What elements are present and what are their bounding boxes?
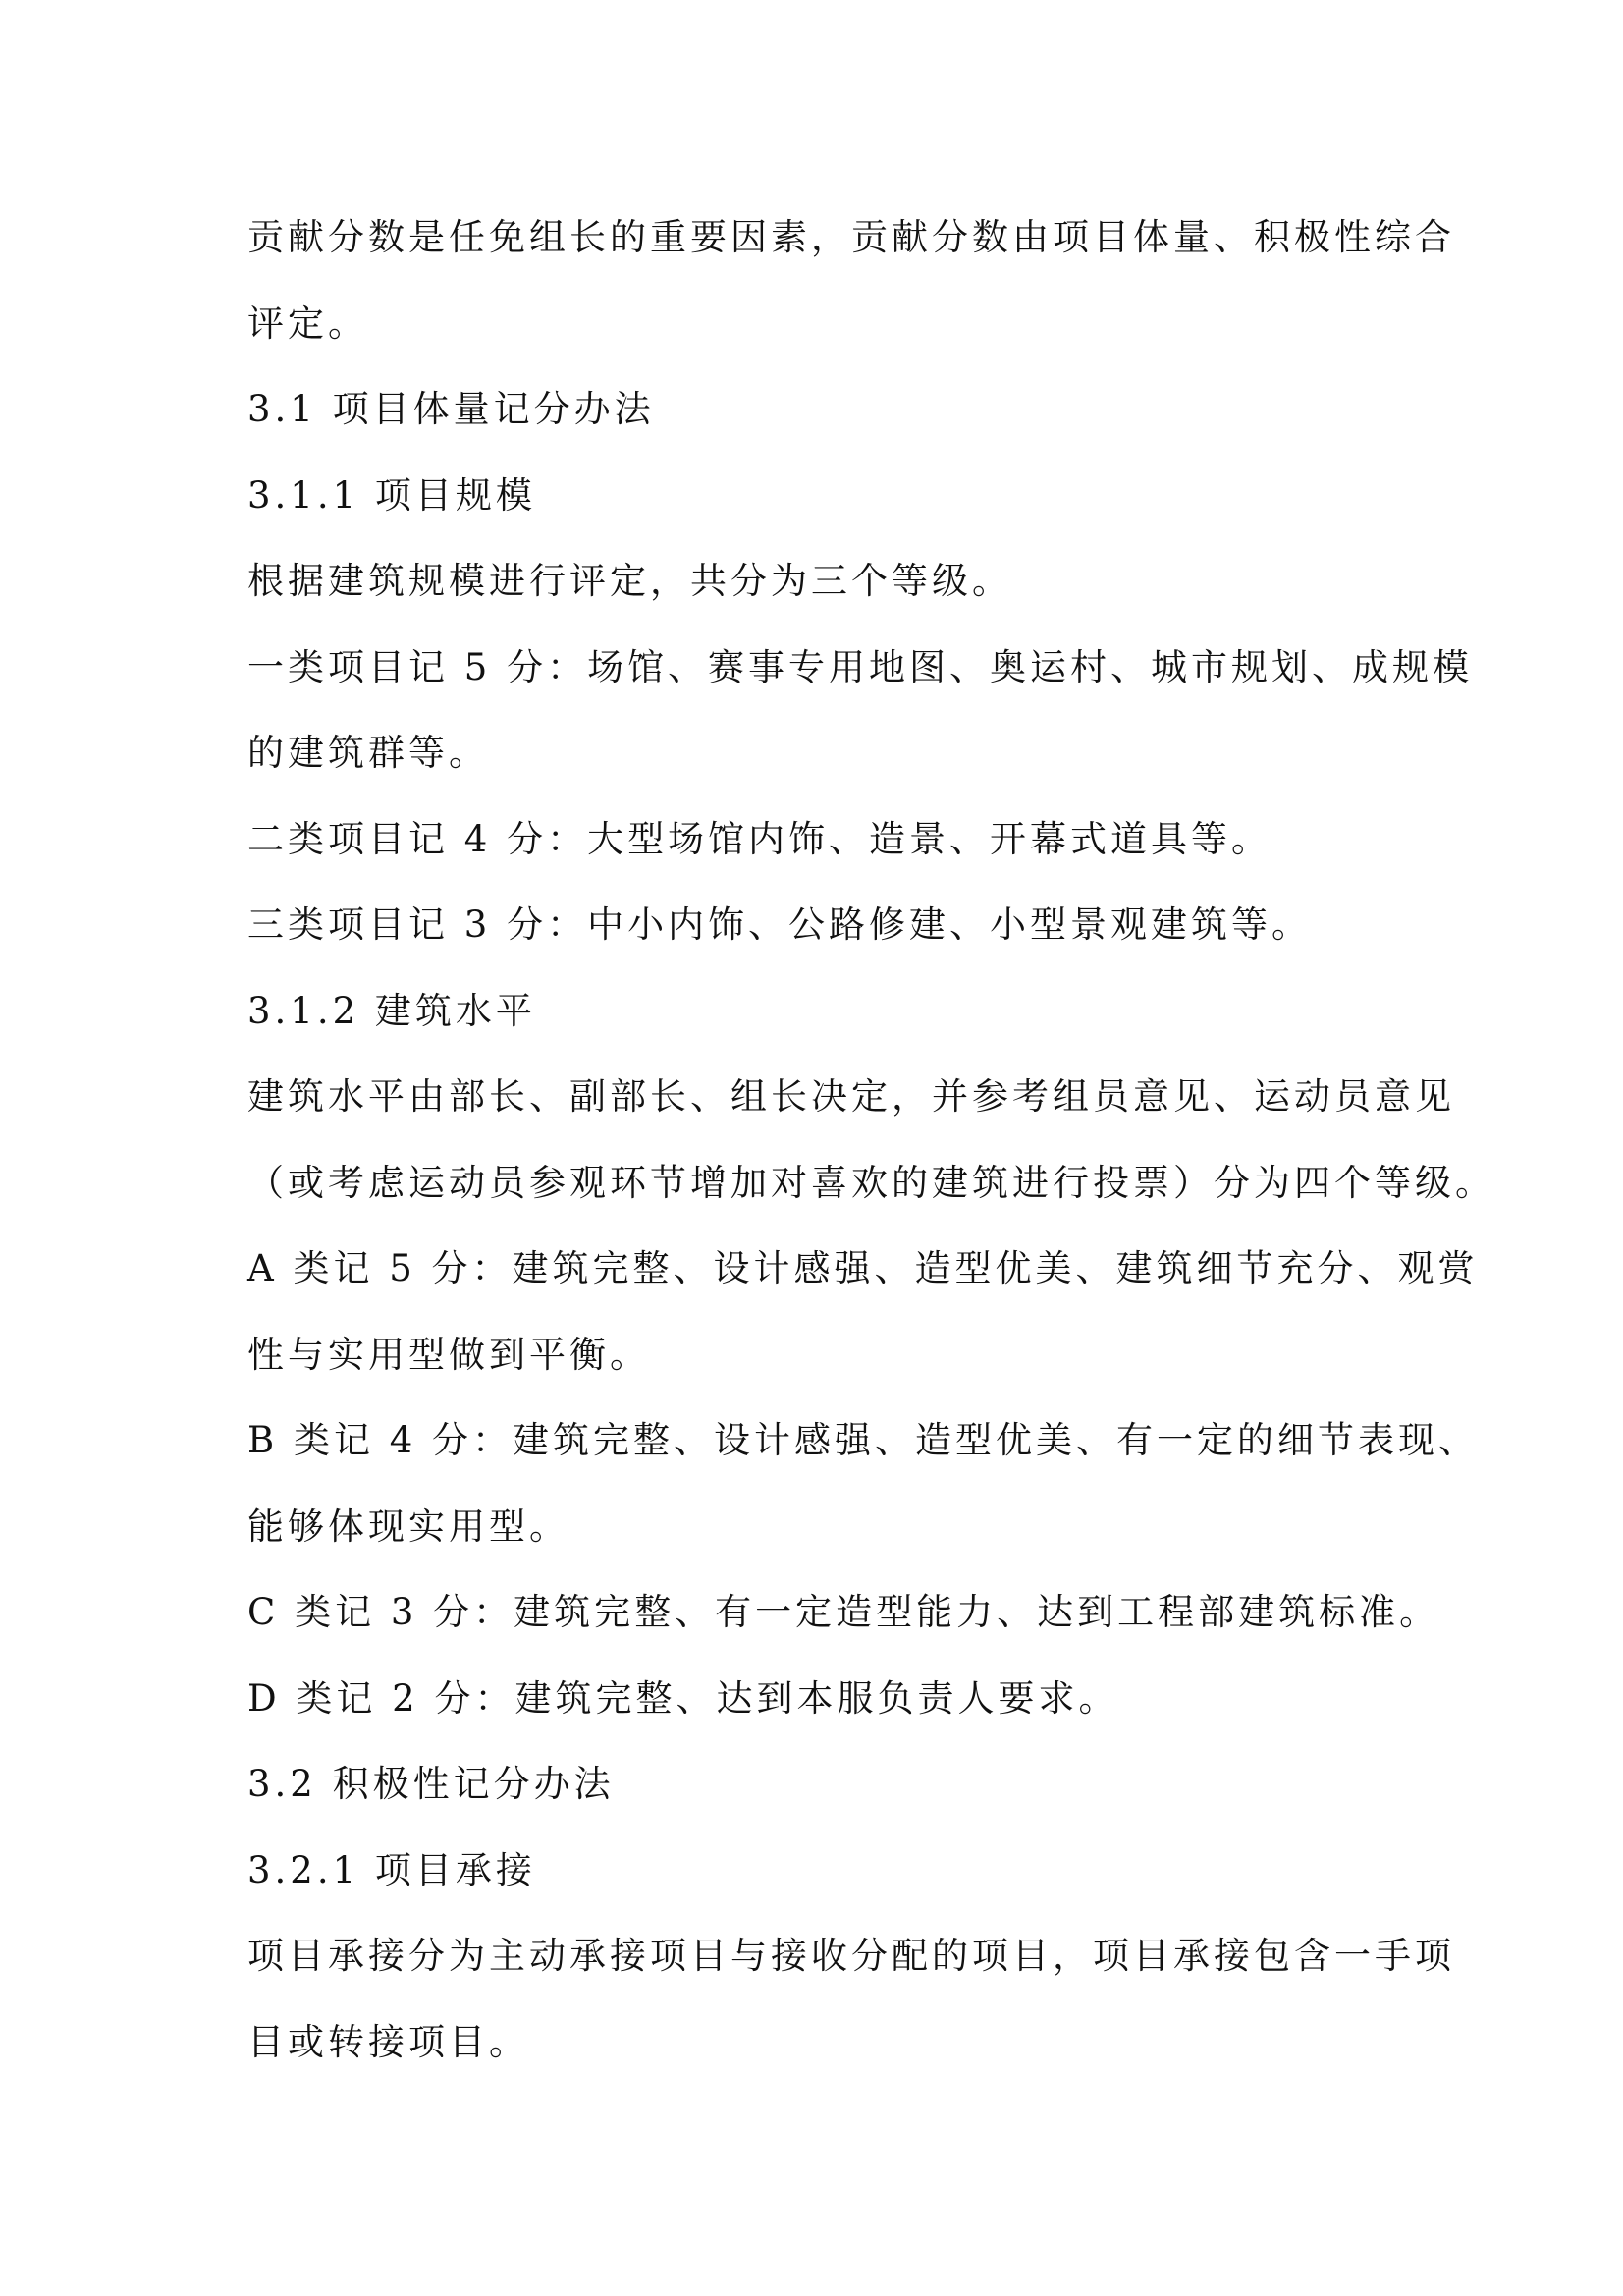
- paragraph-line: 二类项目记 4 分：大型场馆内饰、造景、开幕式道具等。: [247, 817, 1272, 860]
- subsection-heading: 3.1.2 建筑水平: [247, 989, 536, 1032]
- document-body: [247, 203, 1495, 2094]
- subsection-heading: 3.1.1 项目规模: [247, 473, 536, 517]
- paragraph-line: 评定。: [247, 301, 368, 345]
- section-heading: 3.2 积极性记分办法: [247, 1763, 615, 1805]
- paragraph-line: A 类记 5 分：建筑完整、设计感强、造型优美、建筑细节充分、观赏: [247, 1247, 1479, 1289]
- paragraph-line: 的建筑群等。: [247, 732, 489, 774]
- paragraph-line: 目或转接项目。: [247, 2020, 529, 2063]
- paragraph-line: 一类项目记 5 分：场馆、赛事专用地图、奥运村、城市规划、成规模: [247, 645, 1474, 688]
- paragraph-line: B 类记 4 分：建筑完整、设计感强、造型优美、有一定的细节表现、: [247, 1419, 1480, 1461]
- paragraph-line: C 类记 3 分：建筑完整、有一定造型能力、达到工程部建筑标准。: [247, 1591, 1440, 1633]
- paragraph-line: 能够体现实用型。: [247, 1504, 569, 1548]
- paragraph-line: 根据建筑规模进行评定，共分为三个等级。: [247, 560, 1012, 602]
- paragraph-line: 三类项目记 3 分：中小内饰、公路修建、小型景观建筑等。: [247, 903, 1313, 946]
- paragraph-line: 性与实用型做到平衡。: [247, 1333, 650, 1376]
- paragraph-line: （或考虑运动员参观环节增加对喜欢的建筑进行投票）分为四个等级。: [247, 1161, 1495, 1204]
- subsection-heading: 3.2.1 项目承接: [247, 1848, 536, 1891]
- paragraph-line: D 类记 2 分：建筑完整、达到本服负责人要求。: [247, 1676, 1119, 1720]
- paragraph-line: 贡献分数是任免组长的重要因素，贡献分数由项目体量、积极性综合: [247, 216, 1455, 258]
- paragraph-line: 建筑水平由部长、副部长、组长决定，并参考组员意见、运动员意见: [247, 1075, 1455, 1118]
- paragraph-line: 项目承接分为主动承接项目与接收分配的项目，项目承接包含一手项: [247, 1935, 1455, 1977]
- section-heading: 3.1 项目体量记分办法: [247, 388, 655, 430]
